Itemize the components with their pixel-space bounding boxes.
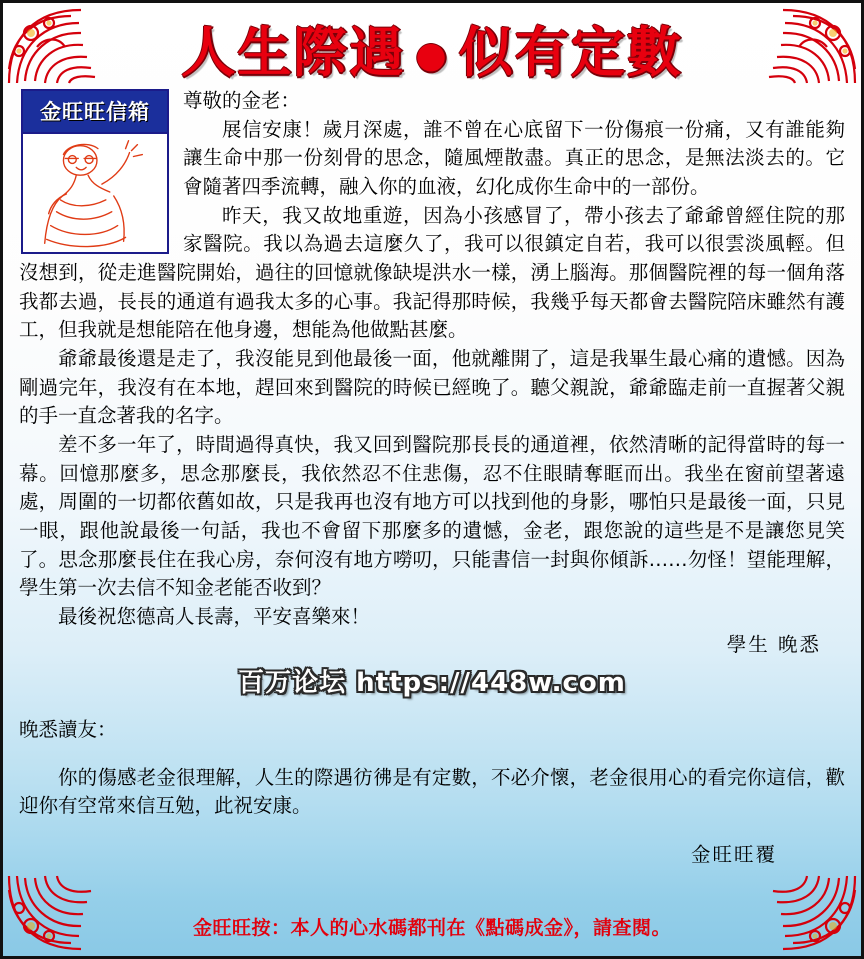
reply-text	[19, 716, 845, 870]
letter-paragraph-5: 最後祝您德高人長壽，平安喜樂來！	[58, 604, 371, 628]
mailbox-logo-label: 金旺旺信箱	[23, 91, 167, 134]
site-watermark: 百万论坛 https://448w.com	[238, 668, 626, 699]
letter-paragraph-3: 爺爺最後還是走了，我沒能見到他最後一面，他就離開了，這是我畢生最心痛的遺憾。因為剛過完年，我沒有在本地，趕回來到醫院的時候已經晚了。聽父親說，爺爺臨走前一直握著父親的手一直念著我的名字。	[19, 346, 845, 428]
mailbox-logo	[21, 89, 169, 254]
title-separator-dot-icon: ●	[415, 35, 449, 77]
page-header	[3, 3, 861, 87]
footnote-note: 金旺旺按：本人的心水碼都刊在《點碼成金》，請查閱。	[192, 917, 671, 939]
letter-paragraph-2: 昨天，我又故地重遊，因為小孩感冒了，帶小孩去了爺爺曾經住院的那家醫院。我以為過去這麼久了，我可以很鎮定自若，我可以很雲淡風輕。但沒想到，從走進醫院開始，過往的回憶就像缺堤洪水一樣，湧上腦海。那個醫院裡的每一個角落我都去過，長長的通道有過我太多的心事。我記得那時候，我幾乎每天都會去醫院陪床雖然有護工，但我就是想能陪在他身邊，想能為他做點甚麼。	[19, 203, 845, 342]
article-body	[3, 87, 861, 869]
letter-signature: 學生 晚悉	[726, 633, 821, 657]
page-title-right: 似有定數	[458, 20, 683, 84]
mailbox-logo-illustration-icon	[23, 134, 167, 252]
reply-signature: 金旺旺覆	[690, 842, 777, 866]
page-title	[181, 10, 682, 87]
reply-body: 你的傷感老金很理解，人生的際遇彷彿是有定數，不必介懷，老金很用心的看完你這信，歡迎你有空常來信互勉，此祝安康。	[19, 765, 845, 818]
letter-paragraph-4: 差不多一年了，時間過得真快，我又回到醫院那長長的通道裡，依然清晰的記得當時的每一幕。回憶那麼多，思念那麼長，我依然忍不住悲傷，忍不住眼睛奪眶而出。我坐在窗前望著遠處，周圍的一切都依舊如故，只是我再也沒有地方可以找到他的身影，哪怕只是最後一面，只見一眼，跟他說最後一句話，我也不會留下那麼多的遺憾，金老，跟您說的這些是不是讓您見笑了。思念那麼長住在我心房，奈何沒有地方嘮叨，只能書信一封與你傾訴……勿怪！望能理解，學生第一次去信不知金老能否收到？	[19, 432, 845, 600]
letter-salutation: 尊敬的金老：	[183, 89, 301, 112]
page-title-left: 人生際遇	[181, 20, 406, 84]
letter-paragraph-1: 展信安康！歲月深處，誰不曾在心底留下一份傷痕一份痛，又有誰能夠讓生命中那一份刻骨的思念，隨風煙散盡。真正的思念，是無法淡去的。它會隨著四季流轉，融入你的血液，幻化成你生命中的一部份。	[183, 117, 845, 198]
watermark-row	[19, 662, 845, 699]
reply-salutation: 晚悉讀友：	[19, 717, 117, 741]
